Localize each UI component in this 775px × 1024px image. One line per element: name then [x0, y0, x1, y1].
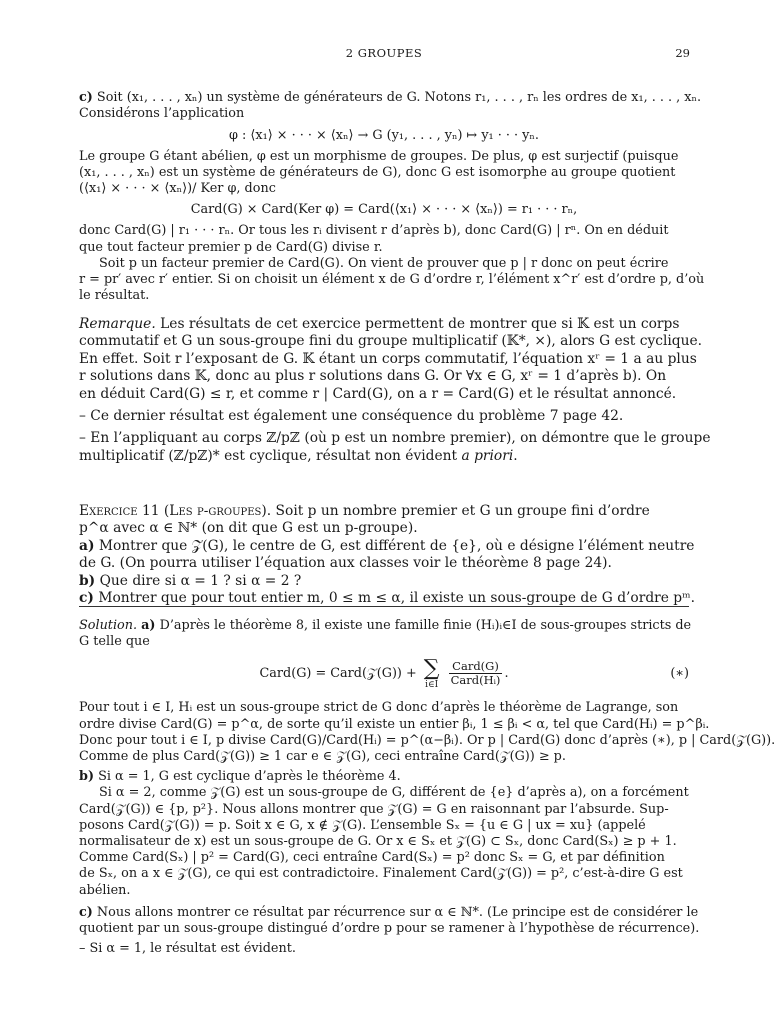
- text-line: Remarque. Les résultats de cet exercice permettent de montrer que si 𝕂 est un corps: [79, 316, 680, 332]
- text-line: multiplicatif (ℤ/pℤ)* est cyclique, résultat non évident a priori.: [79, 447, 518, 464]
- exercise-title: Exercice 11 (Les p-groupes).: [79, 503, 272, 519]
- fraction: $\frac{\text{Card(G)}}{\text{Card(Hᵢ)}}$: [450, 659, 501, 688]
- text-line: Card(𝒵(G)) ∈ {p, p²}. Nous allons montrer que 𝒵(G) = G en raisonnant par l’absurde. Sup-: [79, 801, 669, 817]
- text-line: Solution. a) D’après le théorème 8, il existe une famille finie (Hᵢ)ᵢ∈I de sous-groupes stricts de: [79, 618, 692, 633]
- text-line: c) Nous allons montrer ce résultat par récurrence sur α ∈ ℕ*. (Le principe est de considérer le: [79, 904, 699, 920]
- text-line: Pour tout i ∈ I, Hᵢ est un sous-groupe strict de G donc d’après le théorème de Lagrange, son: [79, 700, 679, 716]
- text-line: b) Si α = 1, G est cyclique d’après le théorème 4.: [79, 769, 401, 785]
- remark-label: Remarque.: [79, 316, 156, 332]
- header-page-number: 29: [675, 46, 690, 60]
- text-line: quotient par un sous-groupe distingué d’ordre p pour se ramener à l’hypothèse de récurrence).: [79, 921, 700, 937]
- remark-block: [79, 316, 711, 465]
- text-line: c) Montrer que pour tout entier m, 0 ≤ m ≤ α, il existe un sous-groupe de G d’ordre pᵐ.: [79, 590, 695, 607]
- header-chapter-title: 2 GROUPES: [345, 46, 423, 60]
- text-line: normalisateur de x) est un sous-groupe de G. Or x ∈ Sₓ et 𝒵(G) ⊂ Sₓ, donc Card(Sₓ) ≥ p + 1.: [79, 834, 677, 850]
- text-line: – Ce dernier résultat est également une conséquence du problème 7 page 42.: [79, 408, 624, 425]
- text-line: Soit p un facteur premier de Card(G). On vient de prouver que p | r donc on peut écrire: [99, 255, 669, 271]
- equation-number: (∗): [670, 666, 689, 682]
- text-line: G telle que: [79, 634, 150, 650]
- text-line: Le groupe G étant abélien, φ est un morphisme de groupes. De plus, φ est surjectif (puisque: [79, 148, 679, 164]
- text-line: en déduit Card(G) ≤ r, et comme r | Card(G), on a r = Card(G) et le résultat annoncé.: [79, 385, 677, 402]
- exercise-statement: [79, 503, 695, 607]
- text-line: ordre divise Card(G) = p^α, de sorte qu’il existe un entier βᵢ, 1 ≤ βᵢ < α, tel que Card(Hᵢ) = p^βᵢ.: [79, 716, 710, 732]
- solution-block: [79, 618, 775, 957]
- text-line: b) Que dire si α = 1 ? si α = 2 ?: [79, 572, 302, 589]
- text-line: a) Montrer que 𝒵(G), le centre de G, est différent de {e}, où e désigne l’élément neutre: [79, 537, 695, 554]
- solution-part-c-previous: [79, 90, 705, 304]
- equation-phi: φ : ⟨x₁⟩ × · · · × ⟨xₙ⟩ → G (y₁, . . . , yₙ) ↦ y₁ · · · yₙ.: [229, 128, 539, 144]
- text-line: donc Card(G) | r₁ · · · rₙ. Or tous les rᵢ divisent r d’après b), donc Card(G) | rⁿ. On en déduit: [79, 223, 669, 239]
- text-line: p^α avec α ∈ ℕ* (on dit que G est un p-groupe).: [79, 520, 418, 537]
- text-line: commutatif et G un sous-groupe fini du groupe multiplicatif (𝕂*, ×), alors G est cyclique.: [79, 333, 703, 350]
- running-header: [0, 46, 768, 62]
- text-line: Comme de plus Card(𝒵(G)) ≥ 1 car e ∈ 𝒵(G), ceci entraîne Card(𝒵(G)) ≥ p.: [79, 749, 566, 765]
- text-line: Si α = 2, comme 𝒵(G) est un sous-groupe de G, différent de {e} d’après a), on a forcément: [99, 785, 689, 801]
- text-line: que tout facteur premier p de Card(G) divise r.: [79, 239, 383, 255]
- separator-rule: [79, 606, 689, 607]
- class-equation: Card(G) = Card(𝒵(G)) + ∑ i∈I $\frac{\text{Card(G)}}{\text{Card(Hᵢ)}}$ . (∗): [79, 652, 689, 696]
- text-line: r = pr′ avec r′ entier. Si on choisit un élément x de G d’ordre r, l’élément x^r′ est d’ordre p, d’où: [79, 272, 705, 288]
- text-line: (x₁, . . . , xₙ) est un système de générateurs de G), donc G est isomorphe au groupe quotient: [79, 164, 676, 180]
- text-line: Exercice 11 (Les p-groupes). Soit p un nombre premier et G un groupe fini d’ordre: [79, 503, 650, 519]
- equation-card: Card(G) × Card(Ker φ) = Card(⟨x₁⟩ × · · · × ⟨xₙ⟩) = r₁ · · · rₙ,: [190, 202, 578, 218]
- text-line: c) Soit (x₁, . . . , xₙ) un système de générateurs de G. Notons r₁, . . . , rₙ les ordres de x₁, . . . , xₙ.: [79, 90, 702, 105]
- text-line: posons Card(𝒵(G)) = p. Soit x ∈ G, x ∉ 𝒵(G). L’ensemble Sₓ = {u ∈ G | ux = xu} (appelé: [79, 817, 646, 833]
- text-line: r solutions dans 𝕂, donc au plus r solutions dans G. Or ∀x ∈ G, xʳ = 1 d’après b). On: [79, 368, 667, 385]
- text-line: – Si α = 1, le résultat est évident.: [79, 941, 296, 957]
- text-line: Donc pour tout i ∈ I, p divise Card(G)/Card(Hᵢ) = p^(α−βᵢ). Or p | Card(G) donc d’après (∗), p | Card(𝒵(G)).: [79, 732, 775, 748]
- text-line: de Sₓ, on a x ∈ 𝒵(G), ce qui est contradictoire. Finalement Card(𝒵(G)) = p², c’est-à-dire G est: [79, 866, 683, 882]
- text-line: abélien.: [79, 882, 131, 898]
- text-line: (⟨x₁⟩ × · · · × ⟨xₙ⟩)/ Ker φ, donc: [79, 181, 276, 197]
- text-line: Considérons l’application: [79, 106, 245, 122]
- text-line: de G. (On pourra utiliser l’équation aux classes voir le théorème 8 page 24).: [79, 555, 612, 572]
- text-line: En effet. Soit r l’exposant de G. 𝕂 étant un corps commutatif, l’équation xʳ = 1 a au plus: [79, 350, 697, 367]
- solution-label: Solution.: [79, 618, 138, 633]
- sum-symbol: ∑ i∈I: [423, 655, 440, 690]
- text-line: – En l’appliquant au corps ℤ/pℤ (où p est un nombre premier), on démontre que le groupe: [79, 430, 711, 447]
- text-line: le résultat.: [79, 288, 150, 304]
- text-line: Comme Card(Sₓ) | p² = Card(G), ceci entraîne Card(Sₓ) = p² donc Sₓ = G, et par définition: [79, 850, 665, 866]
